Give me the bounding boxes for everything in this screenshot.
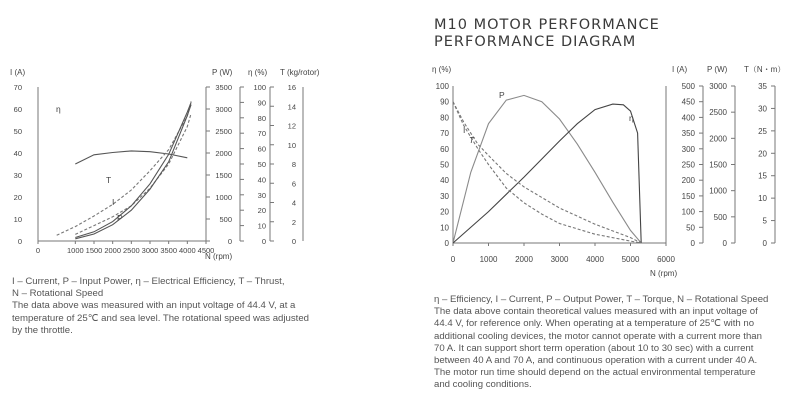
right-chart-x-tick-label: 6000 bbox=[657, 255, 675, 264]
right-chart-efficiency-tick-label: 100 bbox=[435, 82, 449, 91]
right-chart-current-tick-label: 200 bbox=[681, 176, 695, 186]
left-chart-axis-label-power: P (W) bbox=[212, 68, 233, 77]
right-chart-series-line bbox=[453, 102, 641, 243]
right-chart-power-tick-label: 2000 bbox=[709, 134, 727, 144]
right-chart-x-tick-label: 3000 bbox=[550, 255, 569, 264]
right-chart-current-tick-label: 300 bbox=[681, 144, 695, 154]
left-chart-efficiency-tick-label: 90 bbox=[257, 98, 266, 108]
left-chart-axis-label-current: I (A) bbox=[10, 68, 26, 77]
right-chart-current-tick-label: 100 bbox=[681, 207, 695, 217]
right-chart-x-tick-label: 0 bbox=[450, 255, 456, 264]
left-chart-current-tick-label: 0 bbox=[17, 237, 22, 246]
left-chart-power-tick-label: 500 bbox=[219, 215, 232, 224]
right-chart-x-tick-label: 1000 bbox=[479, 255, 498, 264]
left-chart-efficiency-tick-label: 60 bbox=[257, 144, 266, 154]
right-chart-axis-label-efficiency: η (%) bbox=[432, 65, 452, 74]
right-chart-torque-tick-label: 10 bbox=[758, 194, 767, 204]
left-chart-efficiency-tick-label: 80 bbox=[257, 113, 266, 123]
right-chart-torque-tick-label: 5 bbox=[762, 216, 767, 226]
right-chart-series-label: I bbox=[463, 125, 466, 135]
left-chart-axis-label-thrust: T (kg/rotor) bbox=[280, 68, 320, 77]
right-chart-torque-tick-label: 20 bbox=[758, 149, 767, 159]
right-chart-power-tick-label: 1500 bbox=[709, 160, 727, 170]
left-chart-x-tick-label: 4000 bbox=[178, 246, 196, 255]
left-chart-current-tick-label: 40 bbox=[13, 149, 22, 158]
right-chart-efficiency-tick-label: 10 bbox=[440, 223, 449, 233]
left-chart-thrust-tick-label: 6 bbox=[291, 179, 296, 189]
left-chart-x-tick-label: 3500 bbox=[160, 246, 178, 255]
right-chart-x-tick-label: 5000 bbox=[621, 255, 640, 264]
left-chart-x-tick-label: 0 bbox=[35, 246, 41, 255]
right-chart-current-tick-label: 400 bbox=[681, 113, 695, 123]
right-chart-efficiency-tick-label: 50 bbox=[440, 160, 449, 170]
left-chart-thrust-tick-label: 4 bbox=[291, 198, 296, 208]
right-caption: η – Efficiency, I – Current, P – Output Power, T – Torque, N – Rotational Speed The data above contain theoretical values measured with an input voltage of 44.4 V, for reference only. When operating at a temperature of 25℃ with no additional cooling devices, the motor cannot operate with a current more than 70 A. It can support short term operation (about 10 to 30 sec) with a current between 40 A and 70 A, and continuous operation with a current under 40 A. The motor run time should depend on the actual environmental temperature and cooling conditions. bbox=[434, 294, 769, 391]
left-chart-series-label: T bbox=[106, 175, 112, 185]
left-chart-thrust-tick-label: 14 bbox=[287, 102, 296, 112]
right-chart-efficiency-tick-label: 90 bbox=[440, 97, 449, 107]
left-caption: I – Current, P – Input Power, η – Electrical Efficiency, T – Thrust, N – Rotational Speed The data above was measured with an input voltage of 44.4 V, at a temperature of 25℃ and sea level. The rotational speed was adjusted by the throttle. bbox=[12, 276, 309, 336]
left-chart-power-tick-label: 2500 bbox=[215, 127, 232, 136]
right-chart-current-tick-label: 150 bbox=[681, 191, 695, 201]
left-chart-current-tick-label: 50 bbox=[13, 127, 22, 136]
left-chart-power-tick-label: 0 bbox=[227, 237, 232, 246]
left-chart-thrust-tick-label: 10 bbox=[287, 140, 296, 150]
left-chart-x-tick-label: 1500 bbox=[85, 246, 103, 255]
left-chart-thrust-tick-label: 2 bbox=[291, 217, 296, 227]
left-chart-efficiency-tick-label: 30 bbox=[257, 190, 266, 200]
right-chart-axis-label-current: I (A) bbox=[672, 65, 688, 74]
right-chart-x-tick-label: 2000 bbox=[515, 255, 533, 264]
right-chart-current-tick-label: 0 bbox=[690, 239, 695, 248]
left-chart-x-tick-label: 2500 bbox=[122, 246, 140, 255]
left-chart-axis-label-efficiency: η (%) bbox=[248, 68, 268, 77]
right-chart-current-tick-label: 500 bbox=[681, 82, 695, 91]
left-chart-power-tick-label: 3000 bbox=[215, 105, 232, 114]
right-chart-power-tick-label: 3000 bbox=[709, 82, 727, 91]
left-chart-x-tick-label: 1000 bbox=[66, 246, 84, 255]
left-chart-power-tick-label: 1500 bbox=[215, 171, 232, 180]
right-chart-series-label: T bbox=[469, 135, 475, 145]
right-chart-current-tick-label: 250 bbox=[681, 160, 695, 170]
right-chart-torque-tick-label: 15 bbox=[758, 171, 767, 181]
right-chart-series-line bbox=[453, 95, 641, 243]
left-chart-current-tick-label: 70 bbox=[13, 83, 22, 92]
right-chart-power-tick-label: 1000 bbox=[709, 186, 727, 196]
right-chart-efficiency-tick-label: 0 bbox=[444, 239, 449, 248]
left-chart-x-tick-label: 4500 bbox=[197, 246, 215, 255]
left-chart-efficiency-tick-label: 10 bbox=[257, 221, 266, 231]
right-chart-series-line bbox=[453, 104, 641, 243]
right-chart-torque-tick-label: 30 bbox=[758, 104, 767, 114]
left-chart-current-tick-label: 30 bbox=[13, 171, 22, 180]
left-chart-x-tick-label: 2000 bbox=[104, 246, 122, 255]
right-chart-torque-tick-label: 0 bbox=[762, 239, 767, 248]
page-title bbox=[434, 17, 660, 51]
left-chart-efficiency-tick-label: 40 bbox=[257, 175, 266, 185]
left-chart-power-tick-label: 1000 bbox=[215, 193, 232, 202]
left-chart-efficiency-tick-label: 50 bbox=[257, 160, 266, 169]
page-title-line2: PERFORMANCE DIAGRAM bbox=[434, 34, 637, 50]
left-chart-efficiency-tick-label: 0 bbox=[261, 237, 266, 246]
right-chart-series-label: P bbox=[499, 90, 505, 100]
right-chart-efficiency-tick-label: 60 bbox=[440, 144, 449, 154]
right-chart-power-tick-label: 0 bbox=[722, 239, 727, 248]
right-chart-torque-tick-label: 25 bbox=[758, 126, 767, 136]
left-chart-efficiency-tick-label: 70 bbox=[257, 129, 266, 139]
right-chart-efficiency-tick-label: 70 bbox=[440, 129, 449, 139]
left-chart-thrust-tick-label: 12 bbox=[287, 121, 296, 131]
right-chart-current-tick-label: 350 bbox=[681, 129, 695, 139]
left-chart bbox=[0, 55, 320, 265]
right-chart-power-tick-label: 2500 bbox=[709, 108, 727, 118]
right-chart-current-tick-label: 450 bbox=[681, 97, 695, 107]
left-chart-series-line bbox=[75, 105, 191, 239]
right-chart-efficiency-tick-label: 20 bbox=[440, 207, 449, 217]
left-chart-power-tick-label: 3500 bbox=[215, 83, 232, 92]
left-chart-efficiency-tick-label: 100 bbox=[253, 83, 266, 92]
left-chart-series-label: P bbox=[117, 213, 123, 223]
left-chart-xlabel: N (rpm) bbox=[205, 252, 233, 261]
left-chart-thrust-tick-label: 16 bbox=[287, 83, 296, 92]
left-chart-current-tick-label: 10 bbox=[13, 215, 22, 224]
right-chart-current-tick-label: 50 bbox=[686, 223, 695, 233]
right-chart-efficiency-tick-label: 40 bbox=[440, 176, 449, 186]
right-chart-torque-tick-label: 35 bbox=[758, 82, 767, 91]
right-chart-power-tick-label: 500 bbox=[713, 212, 727, 222]
left-chart-x-tick-label: 3000 bbox=[141, 246, 159, 255]
right-chart-axis-label-torque: T（N・m） bbox=[744, 65, 786, 74]
right-chart-efficiency-tick-label: 80 bbox=[440, 113, 449, 123]
left-chart-current-tick-label: 60 bbox=[13, 105, 22, 114]
right-chart-axis-label-power: P (W) bbox=[707, 65, 728, 74]
left-chart-current-tick-label: 20 bbox=[13, 193, 22, 202]
left-chart-efficiency-tick-label: 20 bbox=[257, 206, 266, 216]
page-title-line1: M10 MOTOR PERFORMANCE bbox=[434, 17, 660, 33]
left-chart-power-tick-label: 2000 bbox=[215, 149, 232, 158]
left-chart-thrust-tick-label: 8 bbox=[291, 160, 296, 169]
left-chart-series-label: I bbox=[112, 197, 115, 207]
right-chart-efficiency-tick-label: 30 bbox=[440, 191, 449, 201]
right-chart-series-line bbox=[453, 102, 641, 243]
left-chart-series-label: η bbox=[56, 104, 61, 114]
right-chart-series-label: η bbox=[629, 113, 634, 123]
left-chart-series-line bbox=[57, 101, 191, 235]
left-chart-thrust-tick-label: 0 bbox=[291, 237, 296, 246]
right-chart-xlabel: N (rpm) bbox=[650, 269, 678, 278]
right-chart bbox=[428, 62, 800, 282]
right-chart-x-tick-label: 4000 bbox=[586, 255, 604, 264]
